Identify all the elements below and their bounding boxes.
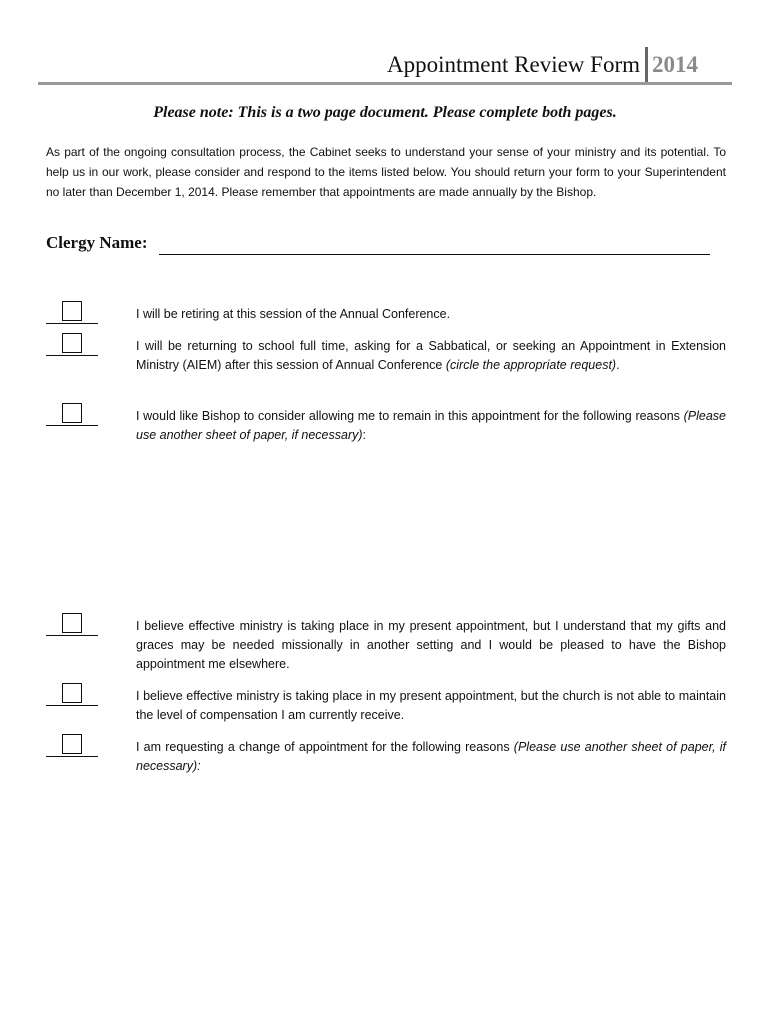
checkbox-icon[interactable] bbox=[62, 613, 82, 633]
checkbox-icon[interactable] bbox=[62, 301, 82, 321]
option-text: I will be returning to school full time, asking for a Sabbatical, or seeking an Appointment in Extension Ministry (AIEM) after this session of Annual Conference (circle the appropriate request). bbox=[136, 339, 726, 372]
two-page-note: Please note: This is a two page document. Please complete both pages. bbox=[153, 104, 617, 121]
clergy-name-label: Clergy Name: bbox=[46, 233, 148, 252]
option-note: (Please use another sheet of paper, if necessary) bbox=[136, 409, 726, 442]
header-rule bbox=[38, 82, 732, 85]
checkbox-icon[interactable] bbox=[62, 683, 82, 703]
checkbox-underline bbox=[46, 425, 98, 426]
checkbox-icon[interactable] bbox=[62, 403, 82, 423]
checkbox-underline bbox=[46, 323, 98, 324]
form-header bbox=[0, 0, 770, 90]
option-checkbox[interactable] bbox=[46, 613, 102, 637]
option-checkbox[interactable] bbox=[46, 301, 102, 325]
form-year: 2014 bbox=[652, 52, 698, 77]
checkbox-icon[interactable] bbox=[62, 734, 82, 754]
option-text: I will be retiring at this session of the Annual Conference. bbox=[136, 307, 451, 321]
option-text: I am requesting a change of appointment for the following reasons (Please use another sheet of paper, if necessary): bbox=[136, 740, 727, 773]
option-checkbox[interactable] bbox=[46, 403, 102, 427]
checkbox-underline bbox=[46, 705, 98, 706]
option-checkbox[interactable] bbox=[46, 333, 102, 357]
checkbox-icon[interactable] bbox=[62, 333, 82, 353]
clergy-name-field[interactable] bbox=[46, 233, 716, 259]
option-text: I believe effective ministry is taking place in my present appointment, but I understand that my gifts and graces may be needed missionally in another setting and I would be pleased to have the Bishop appointment me elsewhere. bbox=[136, 619, 726, 671]
option-text: I believe effective ministry is taking place in my present appointment, but the church is not able to maintain the level of compensation I am currently receive. bbox=[136, 689, 726, 722]
intro-paragraph: As part of the ongoing consultation process, the Cabinet seeks to understand your sense of your ministry and its potential. To help us in our work, please consider and respond to the items listed below. You should return your form to your Superintendent no later than December 1, 2014. Please remember that appointments are made annually by the Bishop. bbox=[46, 145, 726, 199]
header-divider bbox=[645, 47, 648, 83]
option-text: I would like Bishop to consider allowing me to remain in this appointment for the following reasons (Please use another sheet of paper, if necessary): bbox=[136, 409, 726, 442]
option-checkbox[interactable] bbox=[46, 683, 102, 707]
option-note: (circle the appropriate request) bbox=[445, 358, 617, 372]
checkbox-underline bbox=[46, 635, 98, 636]
option-note: (Please use another sheet of paper, if necessary): bbox=[136, 740, 727, 773]
form-title: Appointment Review Form bbox=[387, 52, 640, 77]
option-checkbox[interactable] bbox=[46, 734, 102, 758]
checkbox-underline bbox=[46, 756, 98, 757]
checkbox-underline bbox=[46, 355, 98, 356]
clergy-name-line[interactable] bbox=[159, 254, 710, 255]
